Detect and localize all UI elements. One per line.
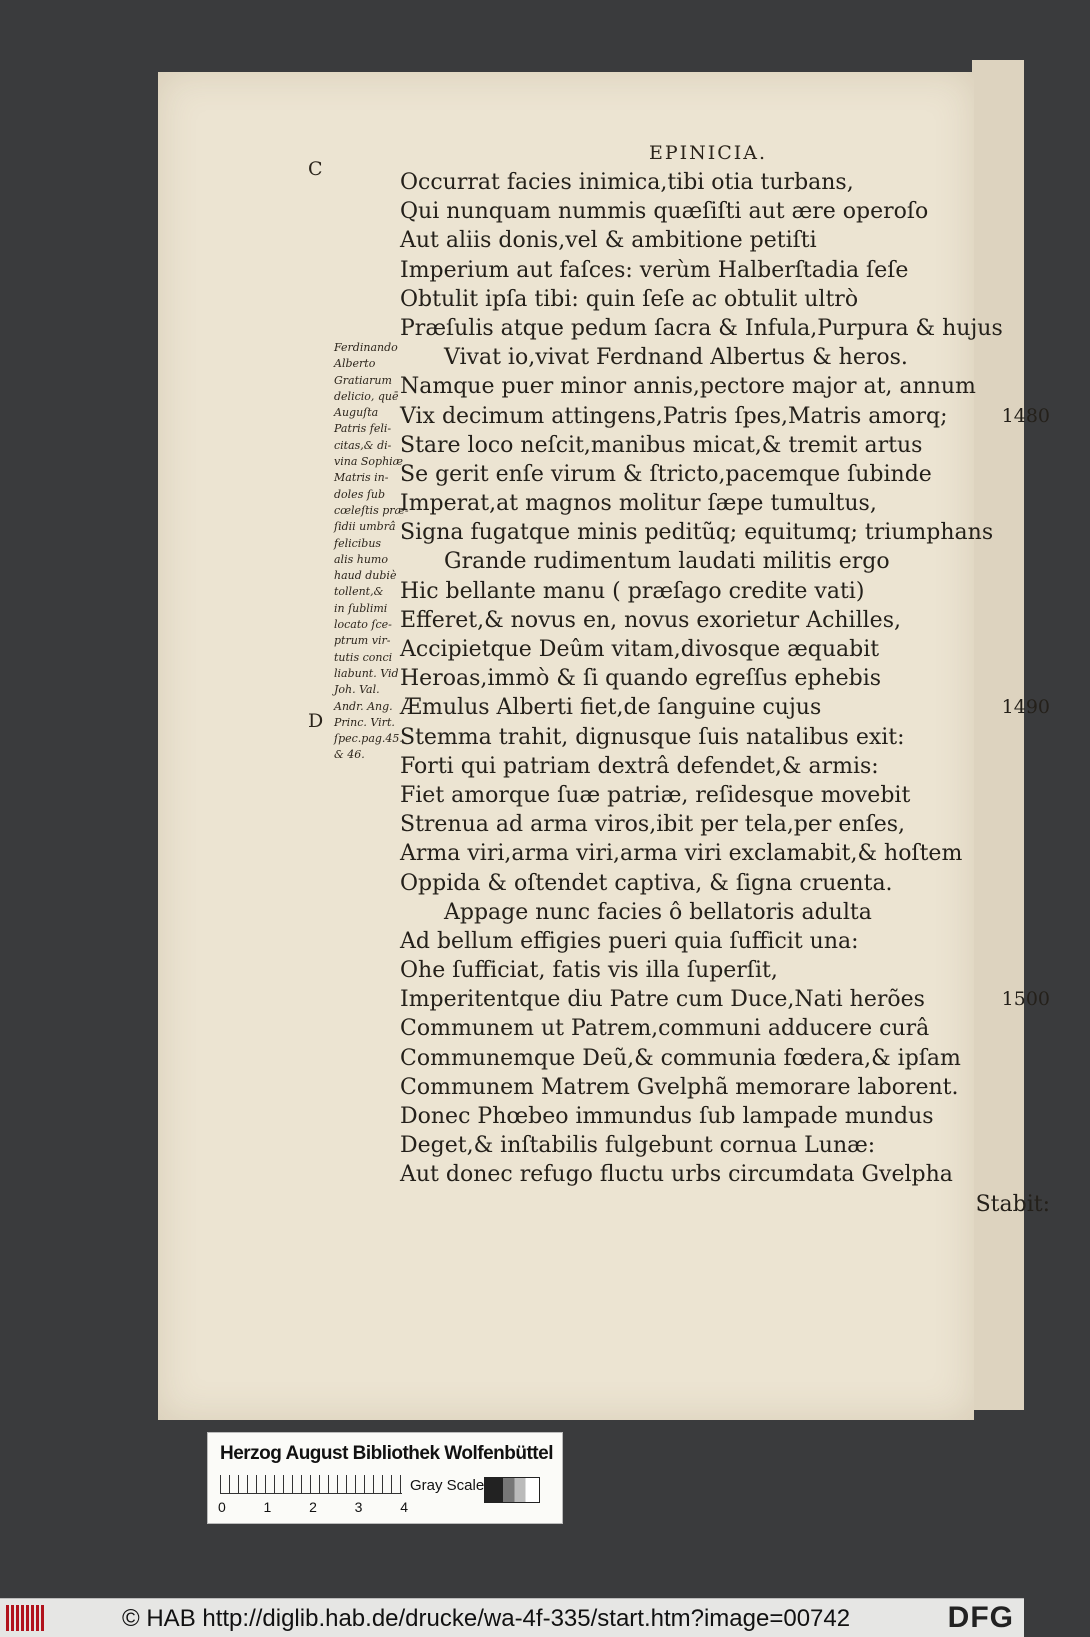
verse-text: Oppida & oſtendet captiva, & ſigna cruenta. [400,870,893,896]
margin-note-line: cœleſtis præ- [334,503,409,517]
verse-text: Imperat,at magnos molitur ſæpe tumultus, [400,491,877,517]
verse-text: Fiet amorque ſuæ patriæ, reſidesque movebit [400,782,911,808]
verse-text: Ad bellum effigies pueri quia ſufficit una: [400,928,859,954]
margin-note [334,340,409,764]
verse-line [400,664,1090,693]
signature-mark-d: D [308,710,324,732]
verse-line [400,547,1090,576]
verse-line [400,460,1090,489]
grayscale-label: Gray Scale [410,1477,485,1494]
verse-line [400,489,1090,518]
verse-text: Stemma trahit, dignusque ſuis natalibus exit: [400,724,905,750]
verse-text: Aut aliis donis,vel & ambitione petiſti [400,228,817,254]
verse-text: Strenua ad arma viros,ibit per tela,per enſes, [400,812,906,838]
signature-mark-c: C [308,158,323,180]
verse-text: Qui nunquam nummis quæſiſti aut ære operoſo [400,199,929,225]
ruler-number: 4 [400,1499,408,1515]
verse-text: Obtulit ipſa tibi: quin ſeſe ac obtulit ultrò [400,286,859,312]
margin-note-line: in ſublimi [334,601,388,615]
verse-block [400,168,1090,1219]
verse-line [400,723,1090,752]
ruler-number: 1 [263,1499,272,1515]
scale-ruler [220,1475,402,1494]
ruler-number: 2 [309,1499,317,1515]
verse-text: Æmulus Alberti fiet,de ſanguine cujus [400,695,822,721]
verse-text: Arma viri,arma viri,arma viri exclamabit,& hoſtem [400,841,963,867]
verse-text: Accipietque Deûm vitam,divosque æquabit [400,637,880,662]
verse-line [400,606,1090,635]
verse-line [400,1044,1090,1073]
verse-line [400,168,1090,197]
margin-note-line: doles ſub [334,487,386,501]
verse-line [400,635,1090,664]
verse-line [400,927,1090,956]
book-page [158,72,1050,1420]
verse-line [400,752,1090,781]
margin-note-line: Princ. Virt. [334,715,395,729]
margin-note-line: Patris feli- [334,422,392,436]
verse-line [400,372,1090,401]
line-number: 1480 [1001,404,1050,427]
verse-line [400,956,1090,985]
verse-line [400,693,1090,722]
margin-note-line: tutis conci [334,650,393,664]
margin-note-line: felicibus [334,536,382,550]
verse-line [400,314,1090,343]
margin-note-line: ptrum vir- [334,634,391,648]
margin-note-line: liabunt. Vid [334,666,399,680]
hab-logo-icon [6,1605,46,1631]
verse-text: Imperitentque diu Patre cum Duce,Nati herões [400,987,925,1013]
line-number: 1500 [1001,988,1050,1011]
verse-text: Stare loco neſcit,manibus micat,& tremit artus [400,432,923,458]
verse-line [400,781,1090,810]
margin-note-line: Matris in- [334,471,389,485]
verse-text: Namque puer minor annis,pectore major at, annum [400,374,976,400]
verse-text: Se gerit enſe virum & ſtricto,pacemque ſubinde [400,461,932,487]
verse-line [400,1131,1090,1160]
verse-text: Heroas,immò & ſi quando egreſſus ephebis [400,666,882,692]
verse-text: Efferet,& novus en, novus exorietur Achilles, [400,607,901,633]
verse-line [400,985,1090,1014]
verse-line [400,1073,1090,1102]
verse-line [400,402,1090,431]
verse-text: Hic bellante manu ( præſago credite vati) [400,578,865,604]
verse-line [400,810,1090,839]
library-color-card [207,1432,563,1524]
margin-note-line: citas,& di- [334,438,392,452]
margin-note-line: alis humo [334,552,388,566]
verse-text: Vivat io,vivat Ferdnand Albertus & heros. [444,345,908,371]
verse-text: Imperium aut faſces: verùm Halberſtadia ſeſe [400,257,909,283]
verse-text: Signa fugatque minis peditũq; equitumq; triumphans [400,520,994,546]
verse-line [400,898,1090,927]
verse-line [400,869,1090,898]
verse-text: Occurrat facies inimica,tibi otia turbans, [400,170,854,195]
verse-line [400,1160,1090,1189]
margin-note-line: Andr. Ang. [334,699,393,713]
margin-note-line: tollent,& [334,585,384,599]
verse-line [400,343,1090,372]
margin-note-line: vina Sophiæ [334,455,404,469]
verse-text: Appage nunc facies ô bellatoris adulta [444,899,872,925]
verse-text: Communemque Deũ,& communia fœdera,& ipſam [400,1045,961,1071]
verse-line [400,518,1090,547]
margin-note-line: locato ſce- [334,618,392,632]
verse-text: Vix decimum attingens,Patris ſpes,Matris amorq; [400,403,948,429]
verse-line [400,256,1090,285]
margin-note-line: Auguſta [334,406,379,420]
running-head: EPINICIA. [648,142,768,164]
verse-line [400,839,1090,868]
footer-bar [0,1598,1024,1637]
verse-text: Grande rudimentum laudati militis ergo [444,549,890,575]
margin-note-line: Joh. Val. [334,683,380,697]
margin-note-line: ſidii umbrâ [334,520,396,534]
ruler-number: 0 [218,1499,226,1515]
verse-text: Ohe ſufficiat, fatis vis illa ſuperſit, [400,958,778,984]
grayscale-swatch [484,1477,540,1503]
margin-note-line: delicio, quē [334,389,399,403]
margin-note-line: & 46. [334,748,365,762]
verse-text: Communem ut Patrem,communi adducere curâ [400,1016,930,1042]
footer-url[interactable]: © HAB http://diglib.hab.de/drucke/wa-4f-335/start.htm?image=00742 [122,1605,851,1632]
verse-line [400,577,1090,606]
line-number: 1490 [1001,696,1050,719]
verse-text: Stabit: [975,1191,1050,1217]
verse-text: Præſulis atque pedum ſacra & Infula,Purpura & hujus [400,315,1003,341]
margin-note-line: Alberto [334,357,376,371]
library-name: Herzog August Bibliothek Wolfenbüttel [220,1443,553,1464]
verse-text: Deget,& inſtabilis fulgebunt cornua Lunæ: [400,1133,876,1159]
verse-text: Communem Matrem Gvelphã memorare laborent. [400,1074,959,1100]
margin-note-line: ſpec.pag.45. [334,732,403,746]
verse-line [400,1102,1090,1131]
margin-note-line: haud dubiè [334,569,397,583]
verse-line [400,285,1090,314]
catchword [400,1190,1090,1219]
ruler-number: 3 [354,1499,363,1515]
verse-line [400,431,1090,460]
verse-line [400,1014,1090,1043]
margin-note-line: Ferdinando [334,341,398,354]
dfg-logo: DFG [947,1601,1014,1634]
margin-note-line: Gratiarum [334,373,392,387]
verse-line [400,197,1090,226]
verse-line [400,226,1090,255]
verse-text: Forti qui patriam dextrâ defendet,& armis: [400,753,879,779]
ruler-numbers [218,1499,408,1515]
verse-text: Donec Phœbeo immundus ſub lampade mundus [400,1104,934,1129]
verse-text: Aut donec refugo fluctu urbs circumdata Gvelpha [400,1162,953,1188]
